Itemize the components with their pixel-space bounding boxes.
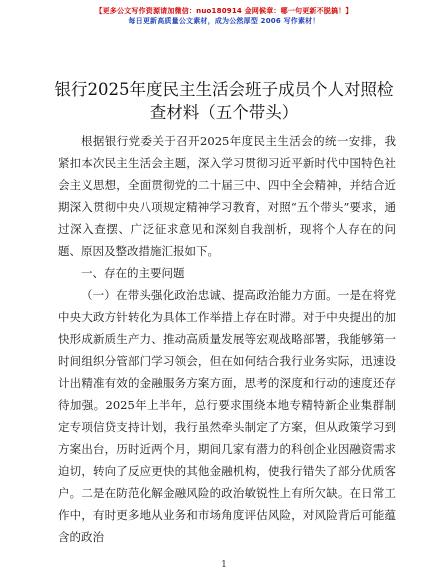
section-heading: 一、存在的主要问题 [81, 266, 185, 280]
document-title: 银行2025年度民主生活会班子成员个人对照检查材料（五个带头） [54, 80, 394, 122]
document-body [58, 130, 396, 548]
page-number: 1 [221, 560, 227, 570]
banner-update-line: 每日更新高质量公文素材，成为公然厚型 2006 写作素材！ [128, 17, 320, 25]
intro-paragraph: 根据银行党委关于召开2025年度民主生活会的统一安排，我紧扣本次民主生活会主题，深入学习贯彻习近平新时代中国特色社会主义思想，全面贯彻党的二十届三中、四中全会精神，并结合近期深入贯彻中央八项规定精神学习教育，对照“五个带头”要求，通过深入查摆、广泛征求意见和深刻自我剖析，现将个人存在的问题、原因及整改措施汇报如下。 [58, 134, 396, 258]
header-banner [0, 6, 448, 26]
banner-promo-line: 【更多公文写作资源请加微信：nuo180914 金网候章：哪一句更新不脱搞！】 [95, 7, 353, 15]
body-paragraph: （一）在带头强化政治忠诚、提高政治能力方面。一是在将党中央大政方针转化为具体工作举措上存在时滞。对于中央提出的加快形成新质生产力、推动高质量发展等宏观战略部署，我能够第一时间组织分管部门学习领会，但在如何结合我行业务实际，迅速设计出精准有效的金融服务方案方面，思考的深度和行动的速度还存待加强。2025年上半年，总行要求围绕本地专精特新企业集群制定专项信贷支持计划，我行虽然牵头制定了方案，但从政策学习到方案出台，历时近两个月，期间几家有潜力的科创企业因融资需求迫切，转向了反应更快的其他金融机构，使我行错失了部分优质客户。二是在防范化解金融风险的政治敏锐性上有所欠缺。在日常工作中，有时更多地从业务和市场角度评估风险，对风险背后可能蕴含的政治 [58, 288, 396, 544]
